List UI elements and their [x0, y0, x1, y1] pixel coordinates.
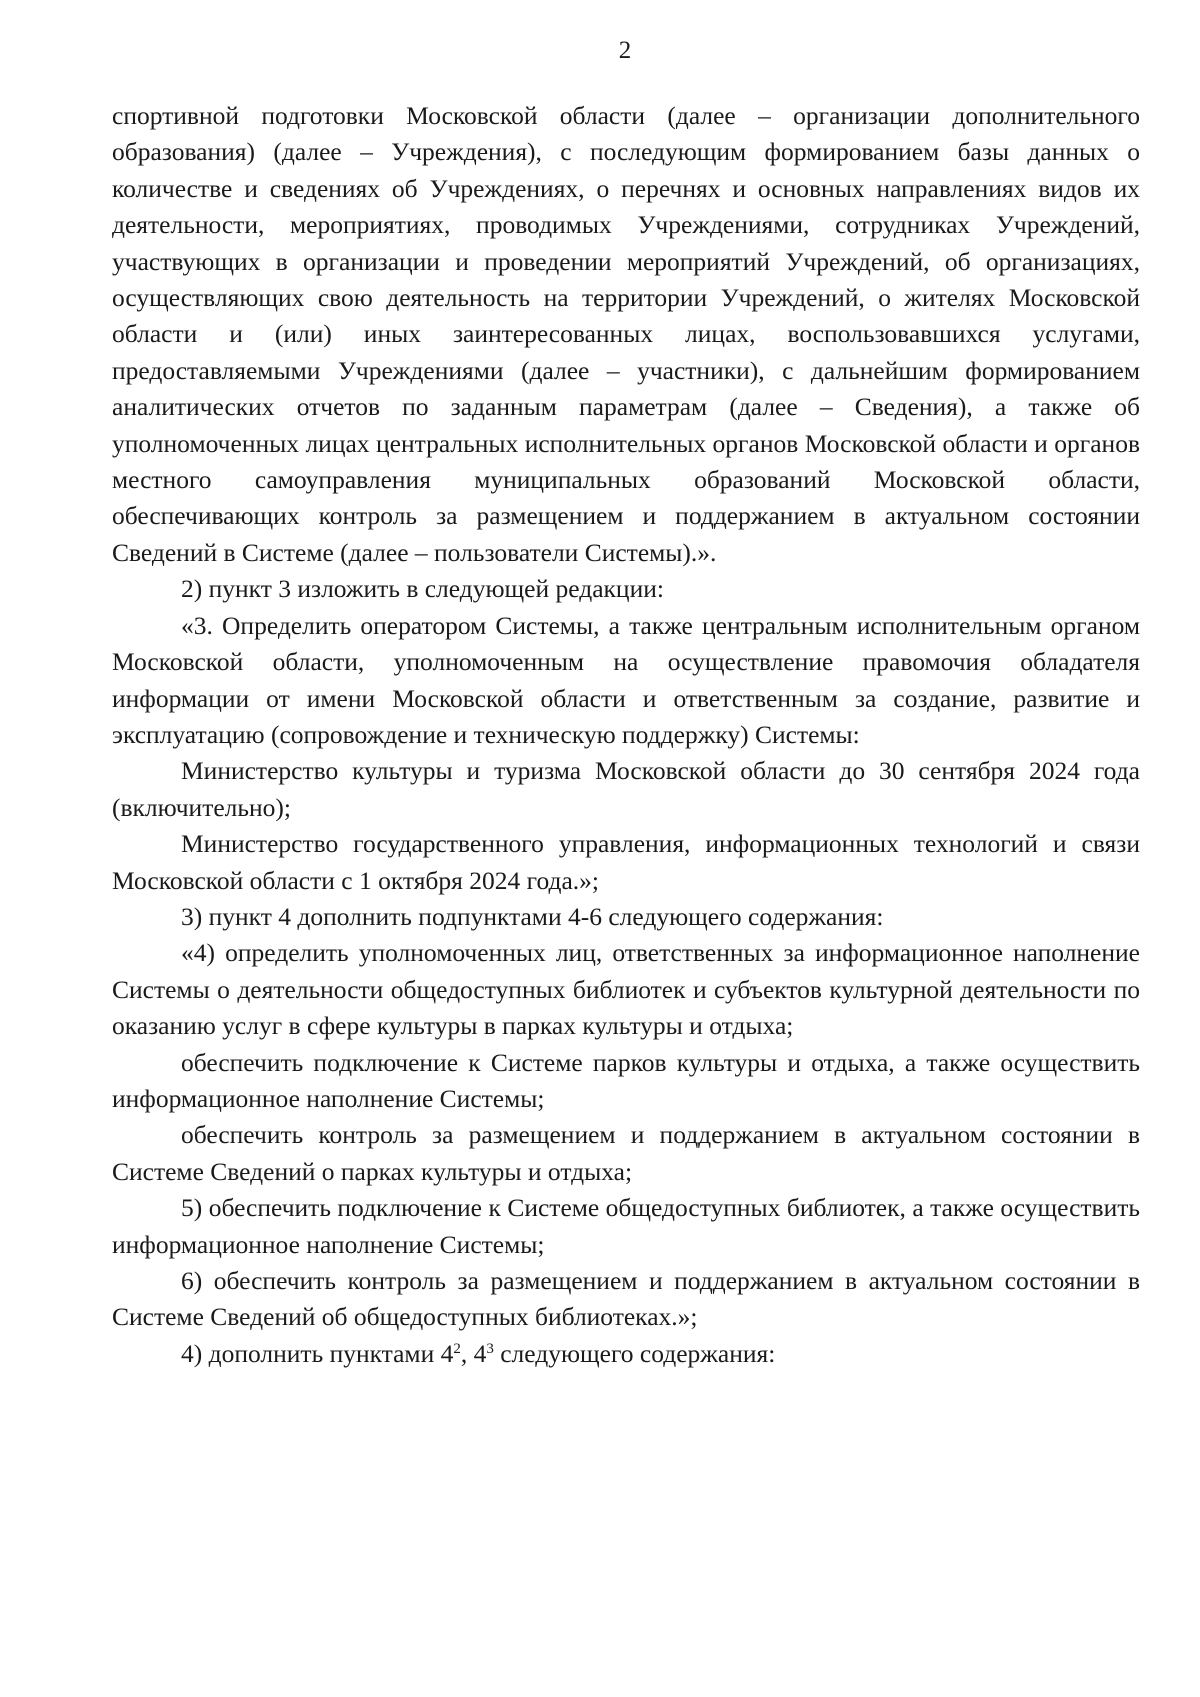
superscript: 2 [453, 1340, 461, 1357]
paragraph: 6) обеспечить контроль за размещением и поддержанием в актуальном состоянии в Системе Сведений об общедоступных библиотеках.»; [112, 1266, 1140, 1332]
paragraph: Министерство культуры и туризма Московской области до 30 сентября 2024 года (включительно); [112, 756, 1140, 822]
paragraph-last [112, 1336, 1140, 1372]
text-run: , 4 [460, 1338, 487, 1368]
paragraph: «4) определить уполномоченных лиц, ответственных за информационное наполнение Системы о деятельности общедоступных библиотек и субъектов культурной деятельности по оказанию услуг в сфере культуры в парках культуры и отдыха; [112, 938, 1140, 1041]
paragraph: 3) пункт 4 дополнить подпунктами 4-6 следующего содержания: [181, 901, 884, 931]
paragraph: 2) пункт 3 изложить в следующей редакции: [181, 574, 664, 604]
page-number: 2 [618, 37, 632, 64]
paragraph: обеспечить подключение к Системе парков культуры и отдыха, а также осуществить информационное наполнение Системы; [112, 1047, 1140, 1113]
superscript: 3 [486, 1340, 494, 1357]
paragraph: «3. Определить оператором Системы, а также центральным исполнительным органом Московской области, уполномоченным на осуществление правомочия обладателя информации от имени Московской области и ответственным за создание, развитие и эксплуатацию (сопровождение и техническую поддержку) Системы: [112, 610, 1140, 749]
text-run: 4) дополнить пунктами 4 [181, 1338, 454, 1368]
paragraph: обеспечить контроль за размещением и поддержанием в актуальном состоянии в Системе Сведений о парках культуры и отдыха; [112, 1120, 1140, 1186]
text-run: следующего содержания: [493, 1338, 776, 1368]
document-body [112, 98, 1140, 1372]
paragraph: спортивной подготовки Московской области (далее – организации дополнительного образования) (далее – Учреждения), с последующим формированием базы данных о количестве и сведениях об Учреждениях, о перечнях и основных направлениях видов их деятельности, мероприятиях, проводимых Учреждениями, сотрудниках Учреждений, участвующих в организации и проведении мероприятий Учреждений, об организациях, осуществляющих свою деятельность на территории Учреждений, о жителях Московской области и (или) иных заинтересованных лицах, воспользовавшихся услугами, предоставляемыми Учреждениями (далее – участники), с дальнейшим формированием аналитических отчетов по заданным параметрам (далее – Сведения), а также об уполномоченных лицах центральных исполнительных органов Московской области и органов местного самоуправления муниципальных образований Московской области, обеспечивающих контроль за размещением и поддержанием в актуальном состоянии Сведений в Системе (далее – пользователи Системы).». [112, 101, 1140, 567]
paragraph: 5) обеспечить подключение к Системе общедоступных библиотек, а также осуществить информационное наполнение Системы; [112, 1193, 1140, 1259]
paragraph: Министерство государственного управления, информационных технологий и связи Московской области с 1 октября 2024 года.»; [112, 829, 1140, 895]
